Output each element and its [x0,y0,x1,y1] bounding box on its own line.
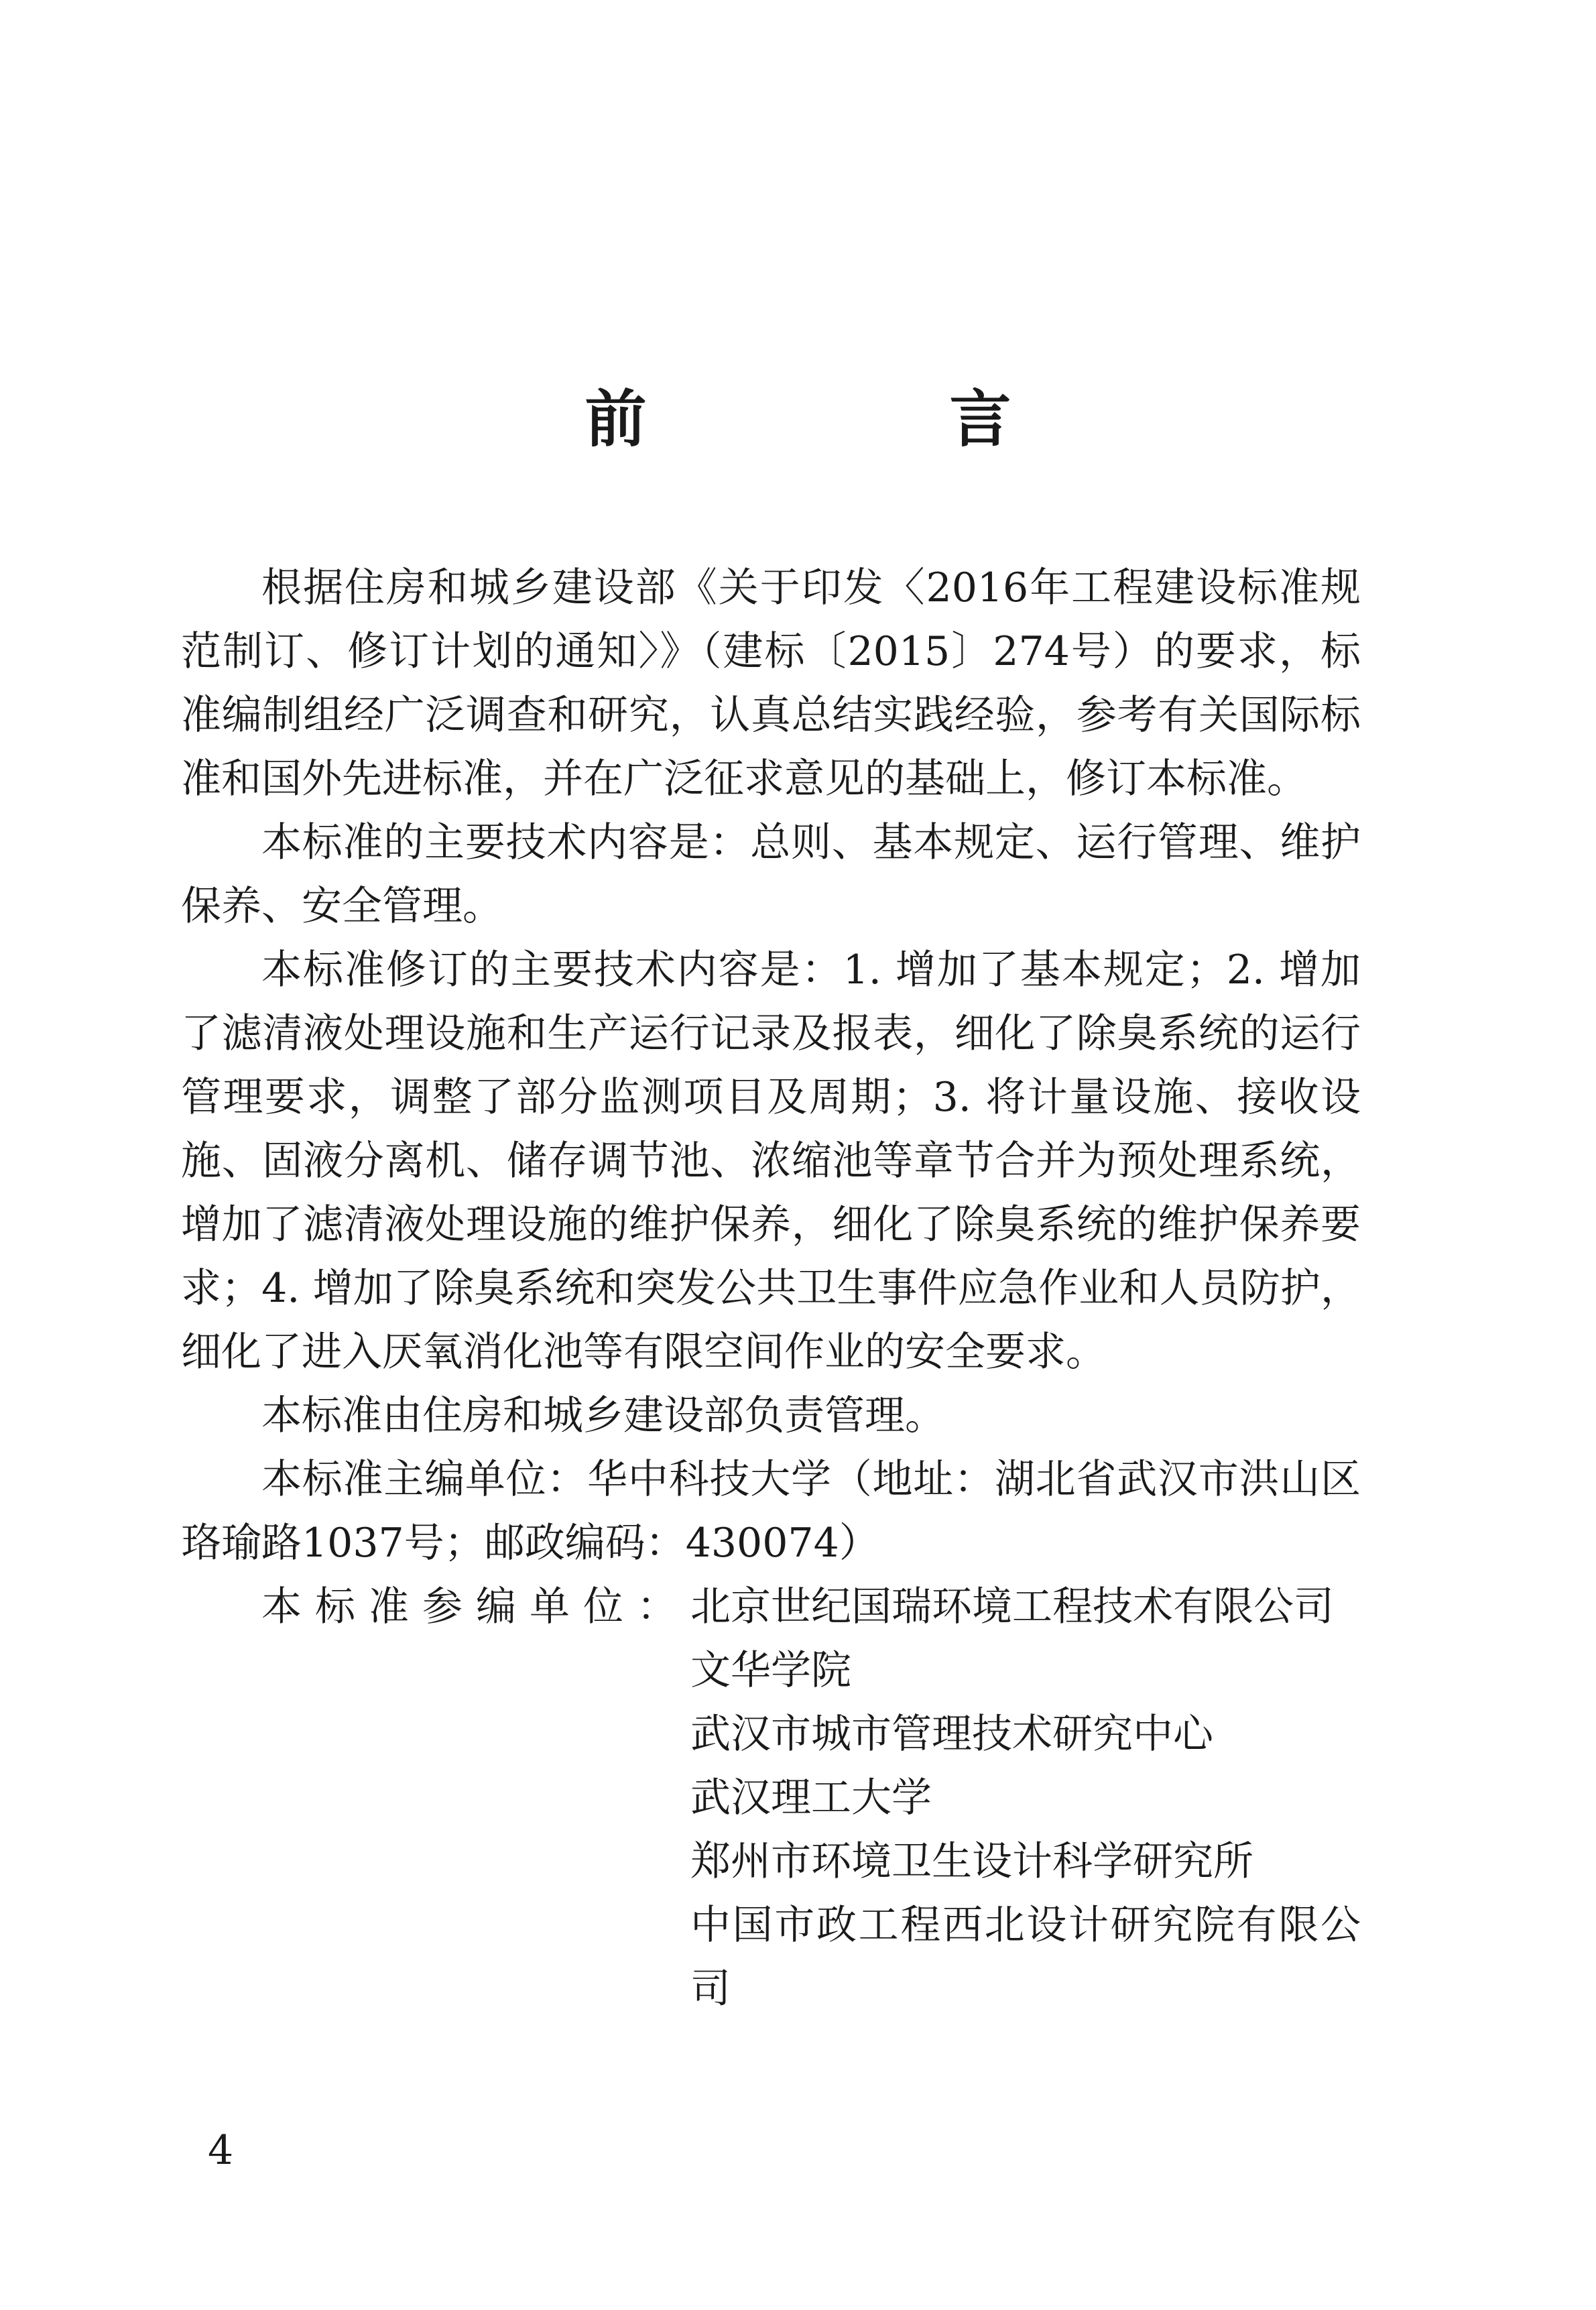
participating-units [181,1575,1361,2021]
unit-item: 北京世纪国瑞环境工程技术有限公司 [690,1583,1334,1630]
page-number: 4 [208,2127,234,2174]
unit-item: 武汉市城市管理技术研究中心 [690,1711,1213,1758]
unit-item: 武汉理工大学 [690,1774,932,1821]
paragraph-basis: 根据住房和城乡建设部《关于印发〈2016年工程建设标准规范制订、修订计划的通知〉》（建标〔2015〕274号）的要求，标准编制组经广泛调查和研究，认真总结实践经验，参考有关国际标准和国外先进标准，并在广泛征求意见的基础上，修订本标准。 [181,564,1361,802]
paragraph-revision-content: 本标准修订的主要技术内容是：1. 增加了基本规定；2. 增加了滤清液处理设施和生产运行记录及报表，细化了除臭系统的运行管理要求，调整了部分监测项目及周期；3. 将计量设施、接收设施、固液分离机、储存调节池、浓缩池等章节合并为预处理系统，增加了滤清液处理设施的维护保养，细化了除臭系统的维护保养要求；4. 增加了除臭系统和突发公共卫生事件应急作业和人员防护，细化了进入厌氧消化池等有限空间作业的安全要求。 [181,947,1361,1376]
preface-body [181,556,1361,2021]
paragraph-management: 本标准由住房和城乡建设部负责管理。 [261,1392,945,1439]
unit-item: 文华学院 [690,1647,851,1694]
paragraph-main-content: 本标准的主要技术内容是：总则、基本规定、运行管理、维护保养、安全管理。 [181,819,1361,930]
page-title: 前 言 [585,383,1152,455]
participating-units-list [690,1575,1361,2021]
unit-item: 郑州市环境卫生设计科学研究所 [690,1838,1253,1885]
unit-item: 中国市政工程西北设计研究院有限公司 [690,1902,1361,2012]
participating-units-label: 本标准参编单位： [261,1583,690,1630]
paragraph-chief-editor: 本标准主编单位：华中科技大学（地址：湖北省武汉市洪山区珞瑜路1037号；邮政编码：430074） [181,1456,1361,1567]
